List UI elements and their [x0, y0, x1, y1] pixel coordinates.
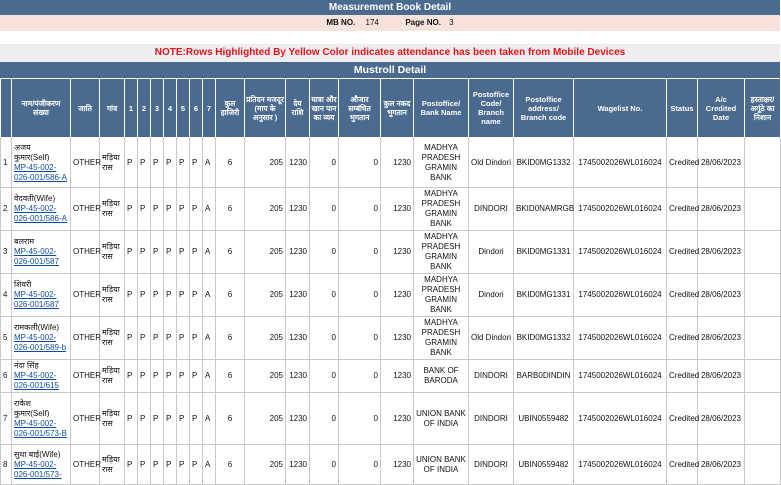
table-row: [1, 360, 781, 393]
bank-name: MADHYA PRADESH GRAMIN BANK: [414, 231, 469, 274]
attendance-day-2: P: [138, 317, 151, 360]
attendance-day-4: P: [164, 393, 177, 445]
mustroll-header-row: [1, 79, 781, 138]
worker-cell: [12, 445, 71, 485]
mustroll-body: [1, 138, 781, 485]
caste: OTHER: [71, 274, 100, 317]
village: मड़िया रास: [100, 188, 125, 231]
attendance-day-7: A: [203, 317, 216, 360]
daily-wage: 205: [245, 393, 286, 445]
credited-date: 28/06/2023: [698, 360, 745, 393]
caste: OTHER: [71, 188, 100, 231]
attendance-day-5: P: [177, 360, 190, 393]
mb-no-label: MB NO.: [326, 18, 356, 27]
column-header: जाति: [71, 79, 100, 138]
attendance-day-4: P: [164, 360, 177, 393]
worker-cell: [12, 231, 71, 274]
attendance-day-2: P: [138, 393, 151, 445]
attendance-day-7: A: [203, 231, 216, 274]
attendance-day-2: P: [138, 188, 151, 231]
total-attendance: 6: [216, 188, 245, 231]
status: Credited: [667, 317, 698, 360]
attendance-day-7: A: [203, 274, 216, 317]
branch-code: BKID0MG1332: [514, 317, 574, 360]
column-header: 1: [125, 79, 138, 138]
tool-payment: 0: [339, 274, 381, 317]
credited-date: 28/06/2023: [698, 274, 745, 317]
serial-number: 2: [1, 188, 12, 231]
worker-name: बलराम: [14, 237, 35, 246]
signature: [745, 393, 781, 445]
attendance-day-5: P: [177, 231, 190, 274]
tool-payment: 0: [339, 317, 381, 360]
serial-number: 3: [1, 231, 12, 274]
column-header: 2: [138, 79, 151, 138]
worker-cell: [12, 393, 71, 445]
travel-expense: 0: [310, 188, 339, 231]
branch-name: Old Dindori: [469, 317, 514, 360]
tool-payment: 0: [339, 231, 381, 274]
attendance-day-6: P: [190, 188, 203, 231]
attendance-day-1: P: [125, 393, 138, 445]
cash-payment: 1230: [381, 317, 414, 360]
attendance-day-1: P: [125, 138, 138, 188]
cash-payment: 1230: [381, 274, 414, 317]
wagelist-number: 1745002026WL016024: [574, 188, 667, 231]
travel-expense: 0: [310, 138, 339, 188]
amount-due: 1230: [286, 188, 310, 231]
bank-name: MADHYA PRADESH GRAMIN BANK: [414, 188, 469, 231]
daily-wage: 205: [245, 188, 286, 231]
table-row: [1, 138, 781, 188]
tool-payment: 0: [339, 393, 381, 445]
travel-expense: 0: [310, 360, 339, 393]
branch-code: UBIN0559482: [514, 393, 574, 445]
mustroll-table-container: [0, 78, 780, 479]
column-header: कुल हाजिरी: [216, 79, 245, 138]
travel-expense: 0: [310, 231, 339, 274]
branch-name: DINDORI: [469, 445, 514, 485]
attendance-day-6: P: [190, 274, 203, 317]
column-header: Postoffice/ Bank Name: [414, 79, 469, 138]
attendance-day-7: A: [203, 360, 216, 393]
attendance-day-6: P: [190, 317, 203, 360]
worker-name: नंदा सिंह: [14, 361, 39, 370]
wagelist-number: 1745002026WL016024: [574, 274, 667, 317]
serial-number: 5: [1, 317, 12, 360]
registration-link[interactable]: MP-45-002-026-001/615: [14, 371, 59, 390]
daily-wage: 205: [245, 360, 286, 393]
attendance-day-7: A: [203, 188, 216, 231]
total-attendance: 6: [216, 360, 245, 393]
bank-name: UNION BANK OF INDIA: [414, 393, 469, 445]
cash-payment: 1230: [381, 445, 414, 485]
column-header: गांव: [100, 79, 125, 138]
column-header: हस्ताक्षर/अगूंठे का निशान: [745, 79, 781, 138]
bank-name: MADHYA PRADESH GRAMIN BANK: [414, 317, 469, 360]
table-row: [1, 445, 781, 485]
worker-name: रामकली(Wife): [14, 323, 60, 332]
status: Credited: [667, 188, 698, 231]
village: मड़िया रास: [100, 393, 125, 445]
worker-cell: [12, 188, 71, 231]
mustroll-table: [0, 78, 781, 485]
attendance-day-4: P: [164, 188, 177, 231]
attendance-day-5: P: [177, 274, 190, 317]
attendance-day-4: P: [164, 274, 177, 317]
branch-name: Dindori: [469, 274, 514, 317]
attendance-day-4: P: [164, 138, 177, 188]
page-no-label: Page NO.: [405, 18, 441, 27]
credited-date: 28/06/2023: [698, 138, 745, 188]
serial-number: 1: [1, 138, 12, 188]
mb-info-bar: [0, 15, 780, 31]
attendance-day-5: P: [177, 445, 190, 485]
wagelist-number: 1745002026WL016024: [574, 317, 667, 360]
wagelist-number: 1745002026WL016024: [574, 445, 667, 485]
column-header: A/c Credited Date: [698, 79, 745, 138]
status: Credited: [667, 445, 698, 485]
village: मड़िया रास: [100, 231, 125, 274]
caste: OTHER: [71, 231, 100, 274]
worker-name: शिवरी: [14, 280, 32, 289]
bank-name: MADHYA PRADESH GRAMIN BANK: [414, 138, 469, 188]
village: मड़िया रास: [100, 317, 125, 360]
attendance-day-1: P: [125, 445, 138, 485]
attendance-day-2: P: [138, 360, 151, 393]
attendance-day-1: P: [125, 231, 138, 274]
village: मड़िया रास: [100, 360, 125, 393]
column-header: Postoffice address/ Branch code: [514, 79, 574, 138]
attendance-day-6: P: [190, 393, 203, 445]
travel-expense: 0: [310, 393, 339, 445]
credited-date: 28/06/2023: [698, 231, 745, 274]
credited-date: 28/06/2023: [698, 317, 745, 360]
signature: [745, 360, 781, 393]
worker-name: अजय कुमार(Self): [14, 142, 50, 162]
credited-date: 28/06/2023: [698, 445, 745, 485]
branch-name: DINDORI: [469, 393, 514, 445]
daily-wage: 205: [245, 138, 286, 188]
amount-due: 1230: [286, 360, 310, 393]
attendance-day-1: P: [125, 188, 138, 231]
branch-name: Old Dindori: [469, 138, 514, 188]
attendance-day-4: P: [164, 231, 177, 274]
amount-due: 1230: [286, 138, 310, 188]
status: Credited: [667, 393, 698, 445]
travel-expense: 0: [310, 274, 339, 317]
attendance-day-3: P: [151, 360, 164, 393]
caste: OTHER: [71, 138, 100, 188]
attendance-day-3: P: [151, 231, 164, 274]
attendance-day-3: P: [151, 445, 164, 485]
measurement-book-title: Measurement Book Detail: [0, 0, 780, 15]
cash-payment: 1230: [381, 188, 414, 231]
column-header: 7: [203, 79, 216, 138]
attendance-day-3: P: [151, 188, 164, 231]
signature: [745, 445, 781, 485]
attendance-day-6: P: [190, 231, 203, 274]
cash-payment: 1230: [381, 138, 414, 188]
column-header: Postoffice Code/ Branch name: [469, 79, 514, 138]
total-attendance: 6: [216, 445, 245, 485]
status: Credited: [667, 231, 698, 274]
registration-link[interactable]: MP-45-002-026-001/573-B: [14, 418, 67, 438]
attendance-day-5: P: [177, 138, 190, 188]
amount-due: 1230: [286, 231, 310, 274]
column-header: Wagelist No.: [574, 79, 667, 138]
cash-payment: 1230: [381, 360, 414, 393]
caste: OTHER: [71, 317, 100, 360]
branch-code: BKID0MG1331: [514, 231, 574, 274]
branch-name: Dindori: [469, 231, 514, 274]
branch-code: BKID0MG1332: [514, 138, 574, 188]
attendance-day-3: P: [151, 274, 164, 317]
signature: [745, 274, 781, 317]
registration-link[interactable]: MP-45-002-026-001/587: [14, 290, 59, 309]
registration-link[interactable]: MP-45-002-026-001/586-A: [14, 204, 67, 223]
total-attendance: 6: [216, 138, 245, 188]
column-header: देय राशि: [286, 79, 310, 138]
cash-payment: 1230: [381, 231, 414, 274]
total-attendance: 6: [216, 317, 245, 360]
column-header: यात्रा और खान पान का व्यय: [310, 79, 339, 138]
worker-name: राकेश कुमार(Self): [14, 398, 50, 418]
column-header: कुल नकद भुगतान: [381, 79, 414, 138]
registration-link[interactable]: MP-45-002-026-001/589-b: [14, 333, 67, 352]
attendance-day-6: P: [190, 360, 203, 393]
total-attendance: 6: [216, 274, 245, 317]
daily-wage: 205: [245, 231, 286, 274]
attendance-day-2: P: [138, 138, 151, 188]
village: मड़िया रास: [100, 138, 125, 188]
branch-code: BARB0DINDIN: [514, 360, 574, 393]
status: Credited: [667, 138, 698, 188]
village: मड़िया रास: [100, 274, 125, 317]
worker-cell: [12, 138, 71, 188]
attendance-day-2: P: [138, 231, 151, 274]
attendance-day-5: P: [177, 188, 190, 231]
signature: [745, 138, 781, 188]
attendance-day-4: P: [164, 445, 177, 485]
registration-link[interactable]: MP-45-002-026-001/586-A: [14, 162, 67, 182]
worker-cell: [12, 317, 71, 360]
branch-name: DINDORI: [469, 188, 514, 231]
attendance-day-5: P: [177, 317, 190, 360]
column-header: 3: [151, 79, 164, 138]
attendance-day-4: P: [164, 317, 177, 360]
signature: [745, 231, 781, 274]
travel-expense: 0: [310, 445, 339, 485]
amount-due: 1230: [286, 445, 310, 485]
signature: [745, 188, 781, 231]
credited-date: 28/06/2023: [698, 393, 745, 445]
wagelist-number: 1745002026WL016024: [574, 360, 667, 393]
table-row: [1, 393, 781, 445]
daily-wage: 205: [245, 445, 286, 485]
tool-payment: 0: [339, 188, 381, 231]
daily-wage: 205: [245, 317, 286, 360]
serial-number: 8: [1, 445, 12, 485]
village: मड़िया रास: [100, 445, 125, 485]
signature: [745, 317, 781, 360]
wagelist-number: 1745002026WL016024: [574, 231, 667, 274]
attendance-day-2: P: [138, 445, 151, 485]
caste: OTHER: [71, 445, 100, 485]
attendance-day-1: P: [125, 317, 138, 360]
table-row: [1, 231, 781, 274]
column-header: प्रतिदन मजदूर (माप के अनुसार ): [245, 79, 286, 138]
mustroll-title: Mustroll Detail: [0, 62, 780, 78]
mobile-attendance-note: NOTE:Rows Highlighted By Yellow Color indicates attendance has been taken from Mobile Devices: [0, 44, 780, 62]
bank-name: MADHYA PRADESH GRAMIN BANK: [414, 274, 469, 317]
column-header: 6: [190, 79, 203, 138]
mb-no-value: 174: [365, 18, 379, 27]
column-header: 5: [177, 79, 190, 138]
branch-code: BKID0NAMRGB: [514, 188, 574, 231]
column-header: [1, 79, 12, 138]
bank-name: BANK OF BARODA: [414, 360, 469, 393]
attendance-day-3: P: [151, 138, 164, 188]
cash-payment: 1230: [381, 393, 414, 445]
table-row: [1, 317, 781, 360]
tool-payment: 0: [339, 138, 381, 188]
registration-link[interactable]: MP-45-002-026-001/573-: [14, 459, 62, 479]
branch-name: DINDORI: [469, 360, 514, 393]
table-row: [1, 274, 781, 317]
tool-payment: 0: [339, 360, 381, 393]
attendance-day-7: A: [203, 445, 216, 485]
total-attendance: 6: [216, 393, 245, 445]
attendance-day-6: P: [190, 138, 203, 188]
status: Credited: [667, 360, 698, 393]
total-attendance: 6: [216, 231, 245, 274]
worker-name: वेदवती(Wife): [14, 194, 56, 203]
travel-expense: 0: [310, 317, 339, 360]
amount-due: 1230: [286, 317, 310, 360]
worker-name: सुधा बाई(Wife): [14, 449, 61, 459]
status: Credited: [667, 274, 698, 317]
daily-wage: 205: [245, 274, 286, 317]
branch-code: BKID0MG1331: [514, 274, 574, 317]
table-row: [1, 188, 781, 231]
worker-cell: [12, 274, 71, 317]
attendance-day-7: A: [203, 138, 216, 188]
amount-due: 1230: [286, 393, 310, 445]
attendance-day-1: P: [125, 360, 138, 393]
attendance-day-7: A: [203, 393, 216, 445]
wagelist-number: 1745002026WL016024: [574, 393, 667, 445]
credited-date: 28/06/2023: [698, 188, 745, 231]
serial-number: 4: [1, 274, 12, 317]
bank-name: UNION BANK OF INDIA: [414, 445, 469, 485]
column-header: Status: [667, 79, 698, 138]
serial-number: 7: [1, 393, 12, 445]
attendance-day-2: P: [138, 274, 151, 317]
worker-cell: [12, 360, 71, 393]
attendance-day-3: P: [151, 393, 164, 445]
registration-link[interactable]: MP-45-002-026-001/587: [14, 247, 59, 266]
serial-number: 6: [1, 360, 12, 393]
caste: OTHER: [71, 393, 100, 445]
attendance-day-1: P: [125, 274, 138, 317]
column-header: 4: [164, 79, 177, 138]
column-header: औजार सम्बंधित भुगतान: [339, 79, 381, 138]
wagelist-number: 1745002026WL016024: [574, 138, 667, 188]
caste: OTHER: [71, 360, 100, 393]
column-header: नाम/पंजीकरण संख्या: [12, 79, 71, 138]
attendance-day-6: P: [190, 445, 203, 485]
page-no-value: 3: [449, 18, 454, 27]
attendance-day-3: P: [151, 317, 164, 360]
tool-payment: 0: [339, 445, 381, 485]
amount-due: 1230: [286, 274, 310, 317]
branch-code: UBIN0559482: [514, 445, 574, 485]
attendance-day-5: P: [177, 393, 190, 445]
